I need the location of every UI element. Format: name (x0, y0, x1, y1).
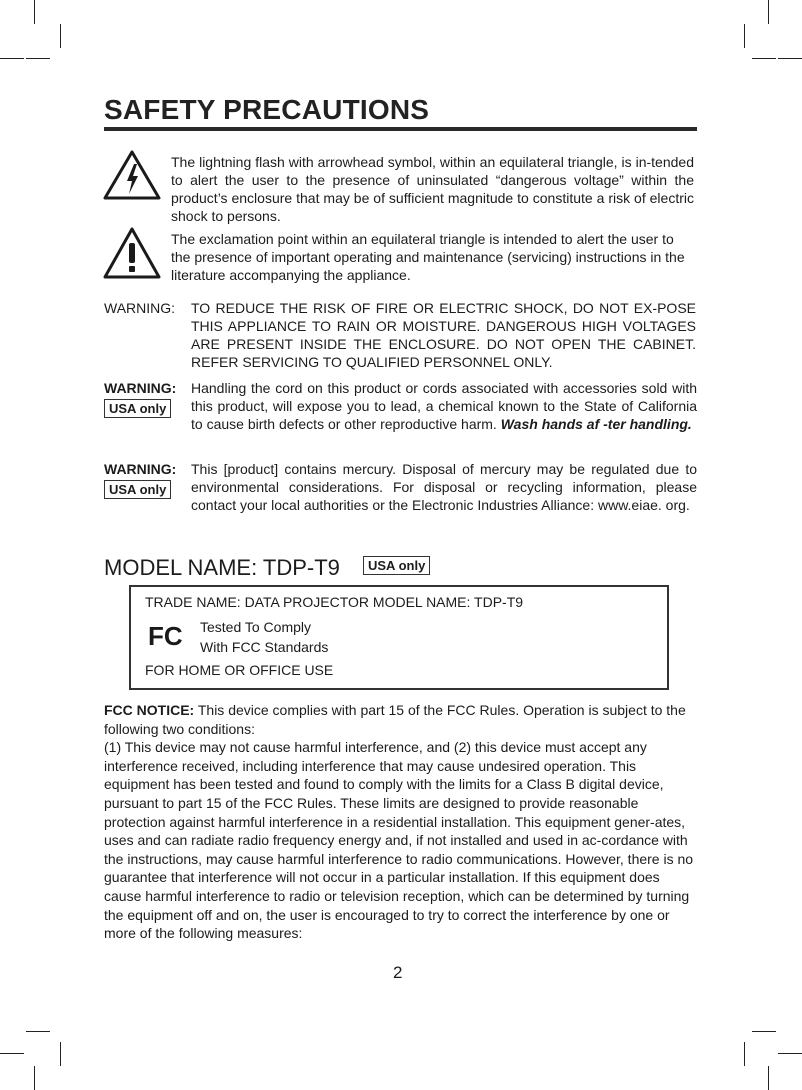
crop-mark (0, 58, 24, 59)
exclamation-description: The exclamation point within an equilateral triangle is intended to alert the user to the presence of important operating and maintenance (servicing) instructions in the literature accompanying the appliance. (171, 231, 685, 283)
warning-lead-text (191, 379, 697, 433)
fcc-notice-label: FCC NOTICE: (104, 702, 195, 718)
crop-mark (778, 1053, 802, 1054)
exclamation-warning-icon (103, 227, 161, 279)
crop-mark (26, 58, 50, 59)
warning-mercury-text: This [product] contains mercury. Disposal of mercury may be regulated due to environmental considerations. For disposal or recycling information, please contact your local authorities or the Electronic Industries Alliance: www.eiae. org. (191, 461, 697, 513)
home-office-use-line: FOR HOME OR OFFICE USE (145, 662, 334, 678)
warning-shock-text: TO REDUCE THE RISK OF FIRE OR ELECTRIC SHOCK, DO NOT EX-POSE THIS APPLIANCE TO RAIN OR MOISTURE. DANGEROUS HIGH VOLTAGES ARE PRESENT INSIDE THE ENCLOSURE. DO NOT OPEN THE CABINET. REFER SERVICING TO QUALIFIED PERSONNEL ONLY. (191, 300, 696, 370)
crop-mark (778, 58, 802, 59)
crop-mark (744, 24, 745, 48)
usa-only-badge: USA only (104, 399, 171, 418)
crop-mark (768, 0, 769, 24)
trade-name-line: TRADE NAME: DATA PROJECTOR MODEL NAME: TDP-T9 (145, 594, 524, 610)
fcc-notice-intro: This device complies with part 15 of the FCC Rules. Operation is subject to the following two conditions: (104, 702, 686, 737)
fcc-notice-body: (1) This device may not cause harmful interference, and (2) this device must accept any interference received, including interference that may cause undesired operation. This equipment has been tested and found to comply with the limits for a Class B digital device, pursuant to part 15 of the FCC Rules. These limits are designed to provide reasonable protection against harmful interference in a residential installation. This equipment gener-ates, uses and can radiate radio frequency energy and, if not installed and used in ac-cordance with the instructions, may cause harmful interference to radio communications. However, there is no guarantee that interference will not occur in a particular installation. If this equipment does cause harmful interference to radio or television reception, which can be determined by turning the equipment off and on, the user is encouraged to try to correct the interference by one or more of the following measures: (104, 739, 694, 942)
lightning-description: The lightning flash with arrowhead symbol, within an equilateral triangle, is in-tended to alert the user to the presence of uninsulated “dangerous voltage” within the product’s enclosure that may be of sufficient magnitude to constitute a risk of electric shock to persons. (171, 154, 694, 224)
crop-mark (752, 58, 776, 59)
crop-mark (744, 1042, 745, 1066)
crop-mark (26, 1031, 50, 1032)
model-name-heading: MODEL NAME: TDP-T9 (104, 555, 340, 580)
crop-mark (0, 1053, 24, 1054)
crop-mark (34, 1066, 35, 1090)
warning-label: WARNING: (104, 380, 177, 396)
crop-mark (60, 1042, 61, 1066)
fcc-label-box (129, 585, 669, 690)
tested-line-2: With FCC Standards (200, 639, 329, 655)
lightning-warning-icon (103, 150, 161, 200)
page-number: 2 (393, 963, 403, 982)
tested-line-1: Tested To Comply (200, 619, 312, 635)
wash-hands-emphasis: Wash hands af -ter handling. (500, 416, 692, 432)
fcc-logo-text: FC (148, 621, 183, 649)
usa-only-badge: USA only (104, 480, 171, 499)
warning-label: WARNING: (104, 300, 176, 316)
warning-label: WARNING: (104, 461, 177, 477)
crop-mark (60, 24, 61, 48)
usa-only-badge: USA only (363, 556, 430, 575)
warning-lead-body: Handling the cord on this product or cords associated with accessories sold with this product, will expose you to lead, a chemical known to the State of California to cause birth defects or other reproductive harm. (191, 380, 697, 432)
crop-mark (768, 1066, 769, 1090)
crop-mark (752, 1031, 776, 1032)
fcc-logo-icon (148, 621, 188, 649)
fcc-notice (104, 701, 696, 943)
page-title: SAFETY PRECAUTIONS (104, 94, 430, 125)
crop-mark (34, 0, 35, 24)
title-underline (104, 127, 697, 131)
